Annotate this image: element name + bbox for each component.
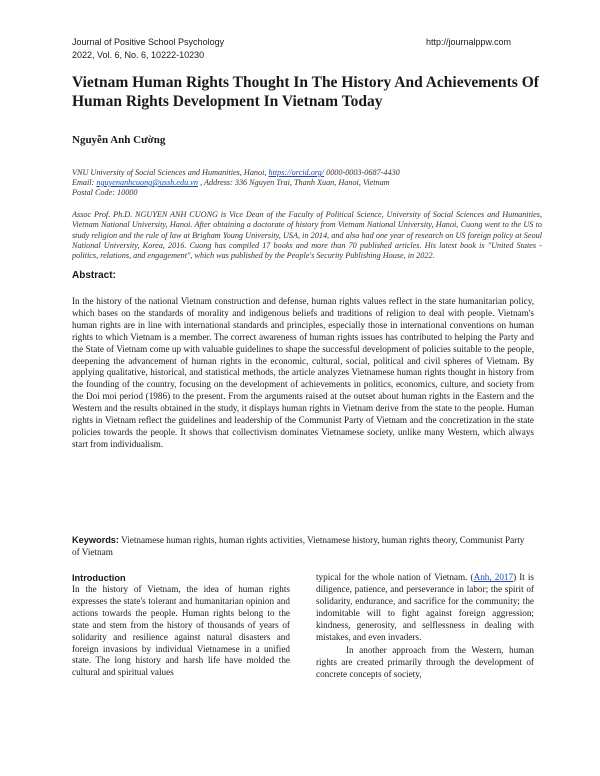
journal-name: Journal of Positive School Psychology xyxy=(72,37,225,47)
keywords xyxy=(72,535,534,558)
keywords-list: Vietnamese human rights, human rights activities, Vietnamese history, human rights theory, Communist Party of Vietnam xyxy=(72,535,525,557)
intro-column-right xyxy=(316,572,534,681)
email-link[interactable]: nguyenanhcuong@ussh.edu.vn xyxy=(96,178,199,187)
citation-link[interactable]: Anh, 2017 xyxy=(473,572,514,582)
affiliation-line: VNU University of Social Sciences and Humanities, Hanoi, https://orcid.org/ 0000-0003-0687-4430 xyxy=(72,168,400,177)
intro-column-left xyxy=(72,572,290,679)
abstract-heading: Abstract: xyxy=(72,270,116,281)
abstract-text: In the history of the national Vietnam construction and defense, human rights values reflect in the state humanitarian policy, which bases on the standards of morality and indigenous beliefs and traditions of religion to deal with people. Vietnam's human rights are in line with international standards and principles, especially those in international conventions on human rights to which Vietnam is a member. The correct awareness of human rights issues has contributed to helping the Party and the State of Vietnam come up with valuable guidelines to shape the successful development of policies suitable to the people, deepening the advancement of human rights in the economic, cultural, social, political and civil spheres of Vietnam. By applying qualitative, historical, and statistical methods, the article analyzes Vietnamese human rights thought in history from the founding of the country, focusing on the development of achievements in politics, economics, culture, and society from the Doi moi period (1986) to the present. From the arguments raised at the outset about human rights in the Eastern and the Western and the results obtained in the study, it displays human rights in Vietnam derive from the state to the people. Human rights in Vietnam reflect the guidelines and leadership of the Communist Party of Vietnam and the concretization in the state policies towards the people. It shows that collectivism dominates Vietnamese society, unlike many Western, which always start from individualism. xyxy=(72,296,534,449)
keywords-label: Keywords: xyxy=(72,535,119,545)
journal-issue: 2022, Vol. 6, No. 6, 10222-10230 xyxy=(72,50,205,60)
journal-header xyxy=(72,36,224,62)
paper-title: Vietnam Human Rights Thought In The History And Achievements Of Human Rights Development In Vietnam Today xyxy=(72,74,539,110)
author-name: Nguyễn Anh Cường xyxy=(72,134,166,146)
intro-heading: Introduction xyxy=(72,573,126,583)
postal-line: Postal Code: 10000 xyxy=(72,188,138,197)
intro-paragraph-2: In another approach from the Western, human rights are created primarily through the development of concrete concepts of society, xyxy=(316,645,534,680)
email-line: Email: nguyenanhcuong@ussh.edu.vn , Address: 336 Nguyen Trai, Thanh Xuan, Hanoi, Vietnam xyxy=(72,178,390,187)
journal-url[interactable]: http://journalppw.com xyxy=(425,37,511,47)
author-bio: Assoc Prof. Ph.D. NGUYEN ANH CUONG is Vice Dean of the Faculty of Political Science, University of Social Sciences and Humanities, Vietnam National University, Hanoi. After obtaining a doctorate of history from Vietnam National University, Hanoi, Cuong went to the US to study religion and the rule of law at Brigham Young University, USA, in 2014, and also had one year of research on US foreign policy at Seoul National University, Korea, 2016. Cuong has compiled 17 books and more than 70 published articles. His latest book is "United States - politics, relations, and engagement", which was published by the People's Security Publishing House, in 2022. xyxy=(72,210,542,261)
orcid-link[interactable]: https://orcid.org/ xyxy=(268,168,325,177)
author-affiliation xyxy=(72,168,542,198)
intro-paragraph-1-cont: typical for the whole nation of Vietnam. (Anh, 2017) It is diligence, patience, and perseverance in labor; the spirit of solidarity, endurance, and sacrifice for the community; the indomitable will to fight against foreign aggression; kindness, generosity, and selflessness in dealing with mistakes, and even invaders. xyxy=(316,572,534,642)
intro-paragraph-1: In the history of Vietnam, the idea of human rights expresses the state's tolerant and humanitarian opinion and actions towards the people. Human rights belong to the state and stem from the history of thousands of years of solidarity and resilience against natural disasters and foreign invasions by individual Vietnamese in a unified state. The long history and harsh life have molded the cultural and spiritual values xyxy=(72,584,290,678)
